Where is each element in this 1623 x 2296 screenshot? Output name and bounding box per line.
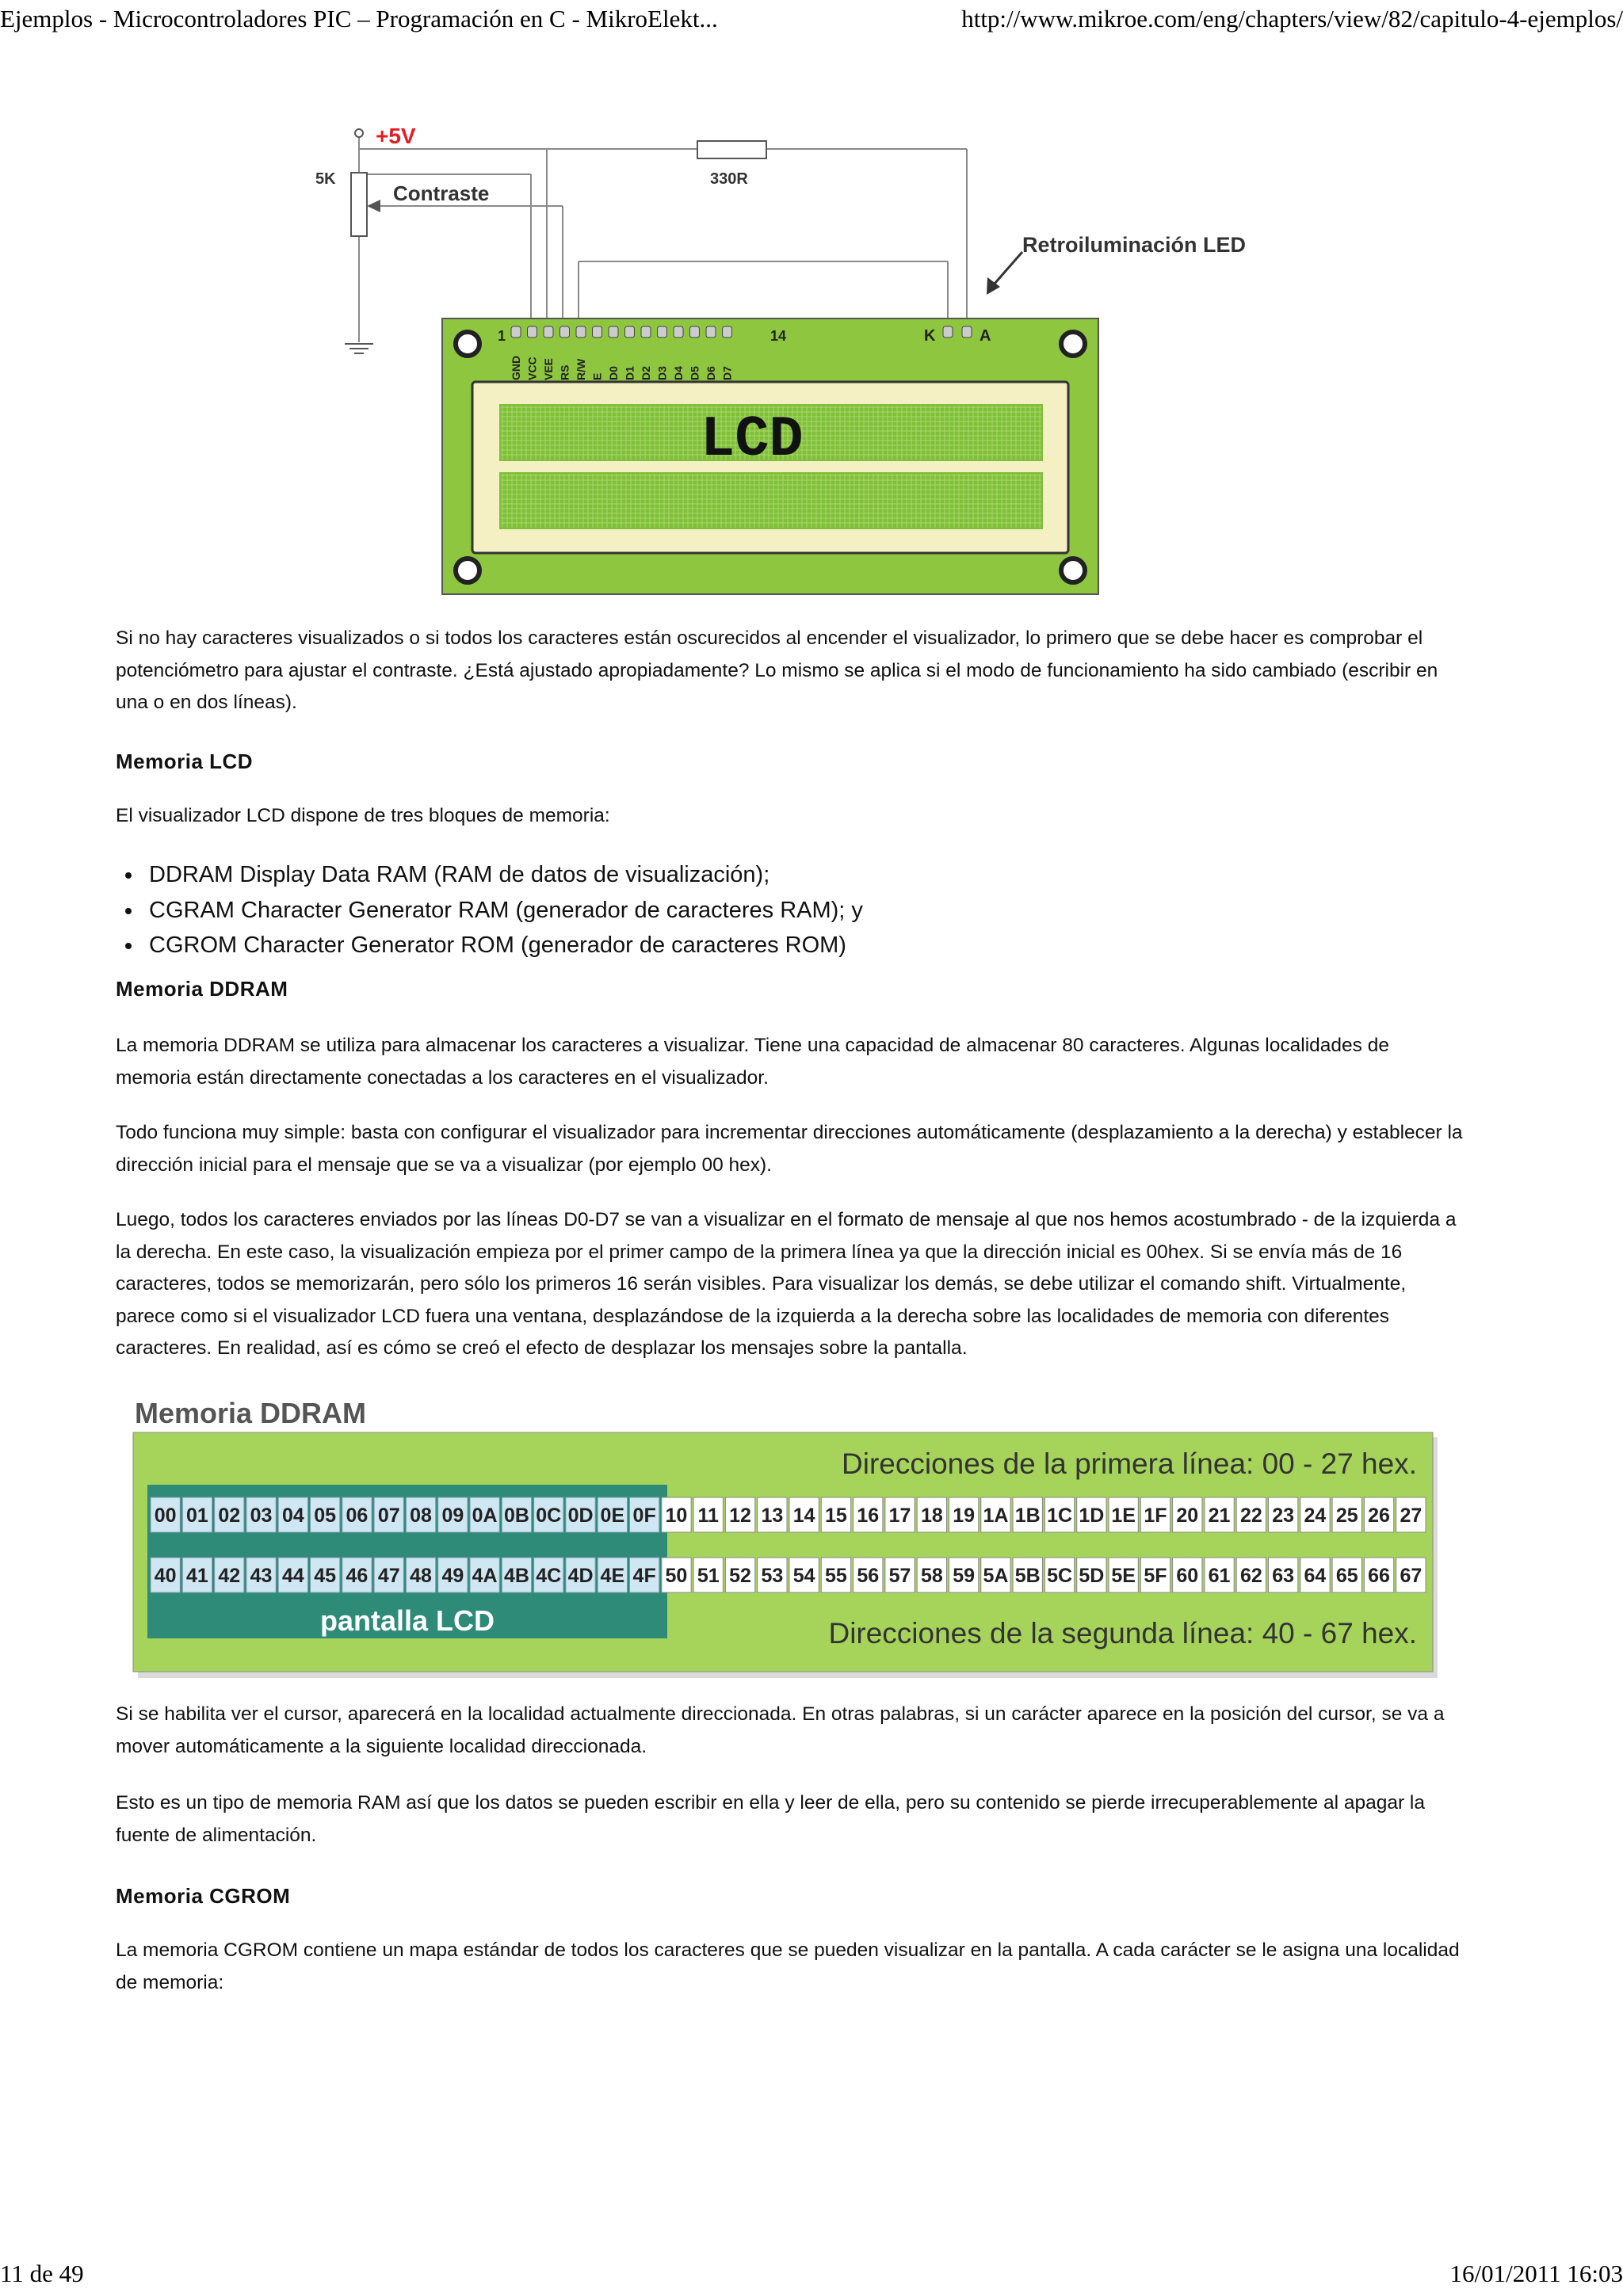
- ddram-address-label: 04: [281, 1505, 304, 1527]
- ddram-address-label: 24: [1304, 1505, 1327, 1527]
- pin-name-label: D3: [655, 366, 669, 380]
- pin-name-label: GND: [510, 355, 522, 380]
- ddram-address-label: 67: [1400, 1565, 1423, 1587]
- pin-name-label: D1: [623, 366, 636, 380]
- pin-name-label: R/W: [575, 358, 587, 380]
- ddram-address-label: 18: [920, 1505, 943, 1527]
- contrast-label: Contraste: [393, 181, 490, 205]
- ddram-address-label: 5A: [983, 1565, 1009, 1587]
- ddram-address-label: 12: [729, 1505, 751, 1527]
- ddram-address-label: 0A: [472, 1505, 498, 1527]
- ddram-address-label: 54: [792, 1565, 815, 1587]
- ddram-address-label: 52: [729, 1565, 751, 1587]
- ddram-address-label: 66: [1368, 1565, 1390, 1587]
- paragraph-ddram-shift: Luego, todos los caracteres enviados por las líneas D0-D7 se van a visualizar en el formato de mensaje al que nos hemos acostumbrado - de la izquierda a la derecha. En este caso, la visualización empieza por el primer campo de la primera línea ya que la dirección inicial es 00hex. Si se envía más de 16 caracteres, todos se memorizarán, pero sólo los primeros 16 serán visibles. Para visualizar los demás, se debe utilizar el comando shift. Virtualmente, parece como si el visualizador LCD fuera una ventana, desplazándose de la izquierda a la derecha sobre las localidades de memoria con diferentes caracteres. En realidad, así es cómo se creó el efecto de desplazar los mensajes sobre la pantalla.: [116, 1209, 1457, 1359]
- memory-block-list: [149, 857, 863, 963]
- paragraph-cursor: Si se habilita ver el cursor, aparecerá en la localidad actualmente direccionada. En otras palabras, si un carácter aparece en la posición del cursor, se va a mover automáticamente a la siguiente localidad direccionada.: [116, 1703, 1445, 1757]
- ddram-address-label: 15: [825, 1505, 847, 1527]
- ddram-address-label: 59: [953, 1565, 976, 1587]
- heading-memoria-ddram: Memoria DDRAM: [116, 977, 288, 1001]
- ddram-address-label: 13: [761, 1505, 784, 1527]
- lcd-screen-text: LCD: [701, 407, 804, 472]
- ddram-address-label: 05: [314, 1505, 337, 1527]
- ddram-address-label: 61: [1208, 1565, 1231, 1587]
- ddram-address-label: 43: [250, 1565, 273, 1587]
- lcd-pin: [560, 326, 570, 338]
- pin-name-label: D4: [672, 366, 685, 380]
- lcd-pin: [593, 326, 602, 338]
- lcd-pin: [723, 326, 732, 338]
- ddram-address-label: 1D: [1079, 1505, 1105, 1527]
- ddram-address-label: 57: [888, 1565, 911, 1587]
- page-counter: 11 de 49: [0, 2260, 84, 2287]
- heading-memoria-cgrom: Memoria CGROM: [116, 1884, 291, 1908]
- ddram-address-label: 00: [154, 1505, 177, 1527]
- ddram-address-label: 1C: [1047, 1505, 1073, 1527]
- lcd-pin: [658, 326, 667, 338]
- ddram-address-label: 10: [665, 1505, 688, 1527]
- ddram-address-label: 1A: [983, 1505, 1009, 1527]
- page-url: http://www.mikroe.com/eng/chapters/view/82/capitulo-4-ejemplos/: [961, 5, 1623, 32]
- pin-name-label: VCC: [525, 357, 539, 380]
- resistor-label: 330R: [710, 170, 748, 188]
- ddram-address-label: 02: [218, 1505, 241, 1527]
- second-line-caption: Direcciones de la segunda línea: 40 - 67 hex.: [828, 1617, 1417, 1650]
- ddram-figure-title: Memoria DDRAM: [135, 1397, 367, 1429]
- lcd-pin: [528, 326, 537, 338]
- ddram-address-label: 5F: [1144, 1565, 1167, 1587]
- ddram-address-label: 53: [761, 1565, 784, 1587]
- lcd-pin: [690, 326, 700, 338]
- list-item: CGRAM Character Generator RAM (generador de caracteres RAM); y: [149, 893, 863, 929]
- ddram-address-label: 45: [314, 1565, 337, 1587]
- print-datetime: 16/01/2011 16:03: [1449, 2260, 1623, 2287]
- ddram-address-label: 1E: [1111, 1505, 1136, 1527]
- ddram-address-label: 41: [186, 1565, 208, 1587]
- ddram-address-label: 21: [1208, 1505, 1231, 1527]
- ddram-address-label: 5C: [1047, 1565, 1073, 1587]
- paragraph-memory-blocks: El visualizador LCD dispone de tres bloques de memoria:: [116, 805, 610, 826]
- ddram-address-label: 1B: [1014, 1505, 1041, 1527]
- ddram-address-label: 11: [697, 1505, 719, 1527]
- ddram-address-label: 07: [377, 1505, 400, 1527]
- pin-first-label: 1: [498, 328, 506, 344]
- pin-name-label: D0: [607, 366, 620, 380]
- lcd-pin: [674, 326, 683, 338]
- ddram-address-label: 26: [1368, 1505, 1390, 1527]
- ddram-address-label: 4E: [600, 1565, 625, 1587]
- lcd-pin: [609, 326, 618, 338]
- ddram-address-label: 0B: [503, 1505, 529, 1527]
- ddram-address-label: 40: [154, 1565, 177, 1587]
- lcd-pin: [706, 326, 716, 338]
- ddram-address-label: 56: [857, 1565, 880, 1587]
- ddram-address-label: 0F: [632, 1505, 656, 1527]
- ddram-address-label: 5D: [1079, 1565, 1105, 1587]
- ddram-address-label: 27: [1400, 1505, 1423, 1527]
- ddram-address-label: 50: [665, 1565, 688, 1587]
- ddram-address-label: 14: [792, 1505, 815, 1527]
- ddram-address-label: 17: [888, 1505, 911, 1527]
- ddram-address-label: 1F: [1144, 1505, 1167, 1527]
- ddram-address-label: 22: [1239, 1505, 1262, 1527]
- ddram-address-label: 03: [250, 1505, 273, 1527]
- ddram-address-label: 01: [186, 1505, 208, 1527]
- pin-last-label: 14: [770, 328, 787, 344]
- paragraph-ddram-config: Todo funciona muy simple: basta con configurar el visualizador para incrementar direcciones automáticamente (desplazamiento a la derecha) y establecer la dirección inicial para el mensaje que se va a visualizar (por ejemplo 00 hex).: [116, 1122, 1463, 1176]
- ddram-address-label: 0E: [600, 1505, 625, 1527]
- lcd-pin: [544, 326, 553, 338]
- ddram-address-label: 46: [346, 1565, 369, 1587]
- pin-name-label: D2: [640, 366, 652, 380]
- heading-memoria-lcd: Memoria LCD: [116, 749, 254, 773]
- backlight-label: Retroiluminación LED: [1022, 233, 1247, 257]
- page-title: Ejemplos - Microcontroladores PIC – Programación en C - MikroElekt...: [0, 5, 718, 32]
- ddram-address-label: 44: [281, 1565, 304, 1587]
- first-line-caption: Direcciones de la primera línea: 00 - 27 hex.: [842, 1447, 1417, 1480]
- lcd-pin: [576, 326, 586, 338]
- ddram-address-label: 0D: [567, 1505, 594, 1527]
- ddram-address-label: 58: [920, 1565, 943, 1587]
- ddram-address-label: 5E: [1111, 1565, 1136, 1587]
- ddram-address-label: 5B: [1014, 1565, 1041, 1587]
- ddram-address-map: [127, 1393, 1442, 1686]
- list-item: DDRAM Display Data RAM (RAM de datos de visualización);: [149, 857, 863, 893]
- ddram-address-label: 63: [1272, 1565, 1295, 1587]
- lcd-pin: [511, 326, 521, 338]
- ddram-address-label: 64: [1304, 1565, 1327, 1587]
- lcd-pin: [641, 326, 651, 338]
- lcd-row-2: [499, 472, 1043, 529]
- ddram-address-label: 49: [441, 1565, 464, 1587]
- lcd-pin: [625, 326, 635, 338]
- pin-k-label: K: [924, 327, 936, 345]
- ddram-address-label: 48: [410, 1565, 432, 1587]
- ddram-address-label: 62: [1239, 1565, 1262, 1587]
- ddram-address-label: 20: [1176, 1505, 1199, 1527]
- ddram-address-label: 16: [857, 1505, 880, 1527]
- ddram-address-label: 25: [1335, 1505, 1358, 1527]
- ddram-address-label: 19: [953, 1505, 976, 1527]
- ddram-address-label: 60: [1176, 1565, 1199, 1587]
- pin-name-label: E: [590, 372, 604, 380]
- ddram-address-label: 4A: [472, 1565, 498, 1587]
- list-item: CGROM Character Generator ROM (generador de caracteres ROM): [149, 928, 863, 963]
- lcd-wiring-diagram: [309, 119, 1284, 599]
- ddram-address-label: 4B: [503, 1565, 529, 1587]
- pin-name-label: VEE: [542, 357, 555, 380]
- pin-name-label: D5: [688, 366, 701, 380]
- pin-name-label: D6: [705, 366, 717, 380]
- paragraph-contrast: Si no hay caracteres visualizados o si todos los caracteres están oscurecidos al encender el visualizador, lo primero que se debe hacer es comprobar el potenciómetro para ajustar el contraste. ¿Está ajustado apropiadamente? Lo mismo se aplica si el modo de funcionamiento ha sido cambiado (escribir en una o en dos líneas).: [116, 627, 1438, 713]
- pin-name-label: D7: [720, 366, 734, 380]
- pot-label: 5K: [315, 170, 336, 188]
- paragraph-ddram-intro: La memoria DDRAM se utiliza para almacenar los caracteres a visualizar. Tiene una capacidad de almacenar 80 caracteres. Algunas localidades de memoria están directamente conectadas a los caracteres en el visualizador.: [116, 1035, 1389, 1089]
- backlight-pin: [962, 326, 972, 338]
- ddram-address-label: 09: [441, 1505, 464, 1527]
- pin-name-label: RS: [558, 364, 571, 380]
- ddram-address-label: 4F: [632, 1565, 656, 1587]
- ddram-address-label: 08: [410, 1505, 432, 1527]
- ddram-address-label: 4D: [567, 1565, 594, 1587]
- backlight-pin: [943, 326, 953, 338]
- ddram-address-label: 4C: [536, 1565, 562, 1587]
- ddram-address-label: 23: [1272, 1505, 1295, 1527]
- ddram-address-label: 06: [346, 1505, 369, 1527]
- ddram-address-label: 55: [825, 1565, 847, 1587]
- ddram-address-label: 0C: [536, 1505, 562, 1527]
- pin-a-label: A: [980, 327, 991, 345]
- ddram-address-label: 65: [1335, 1565, 1358, 1587]
- screen-caption: pantalla LCD: [319, 1604, 495, 1637]
- ddram-address-label: 51: [697, 1565, 720, 1587]
- ddram-address-label: 42: [218, 1565, 241, 1587]
- ddram-address-label: 47: [377, 1565, 400, 1587]
- supply-label: +5V: [376, 124, 416, 148]
- paragraph-ram-volatile: Esto es un tipo de memoria RAM así que los datos se pueden escribir en ella y leer de ella, pero su contenido se pierde irrecuperablemente al apagar la fuente de alimentación.: [116, 1792, 1425, 1846]
- paragraph-cgrom: La memoria CGROM contiene un mapa estándar de todos los caracteres que se pueden visualizar en la pantalla. A cada carácter se le asigna una localidad de memoria:: [116, 1939, 1460, 1993]
